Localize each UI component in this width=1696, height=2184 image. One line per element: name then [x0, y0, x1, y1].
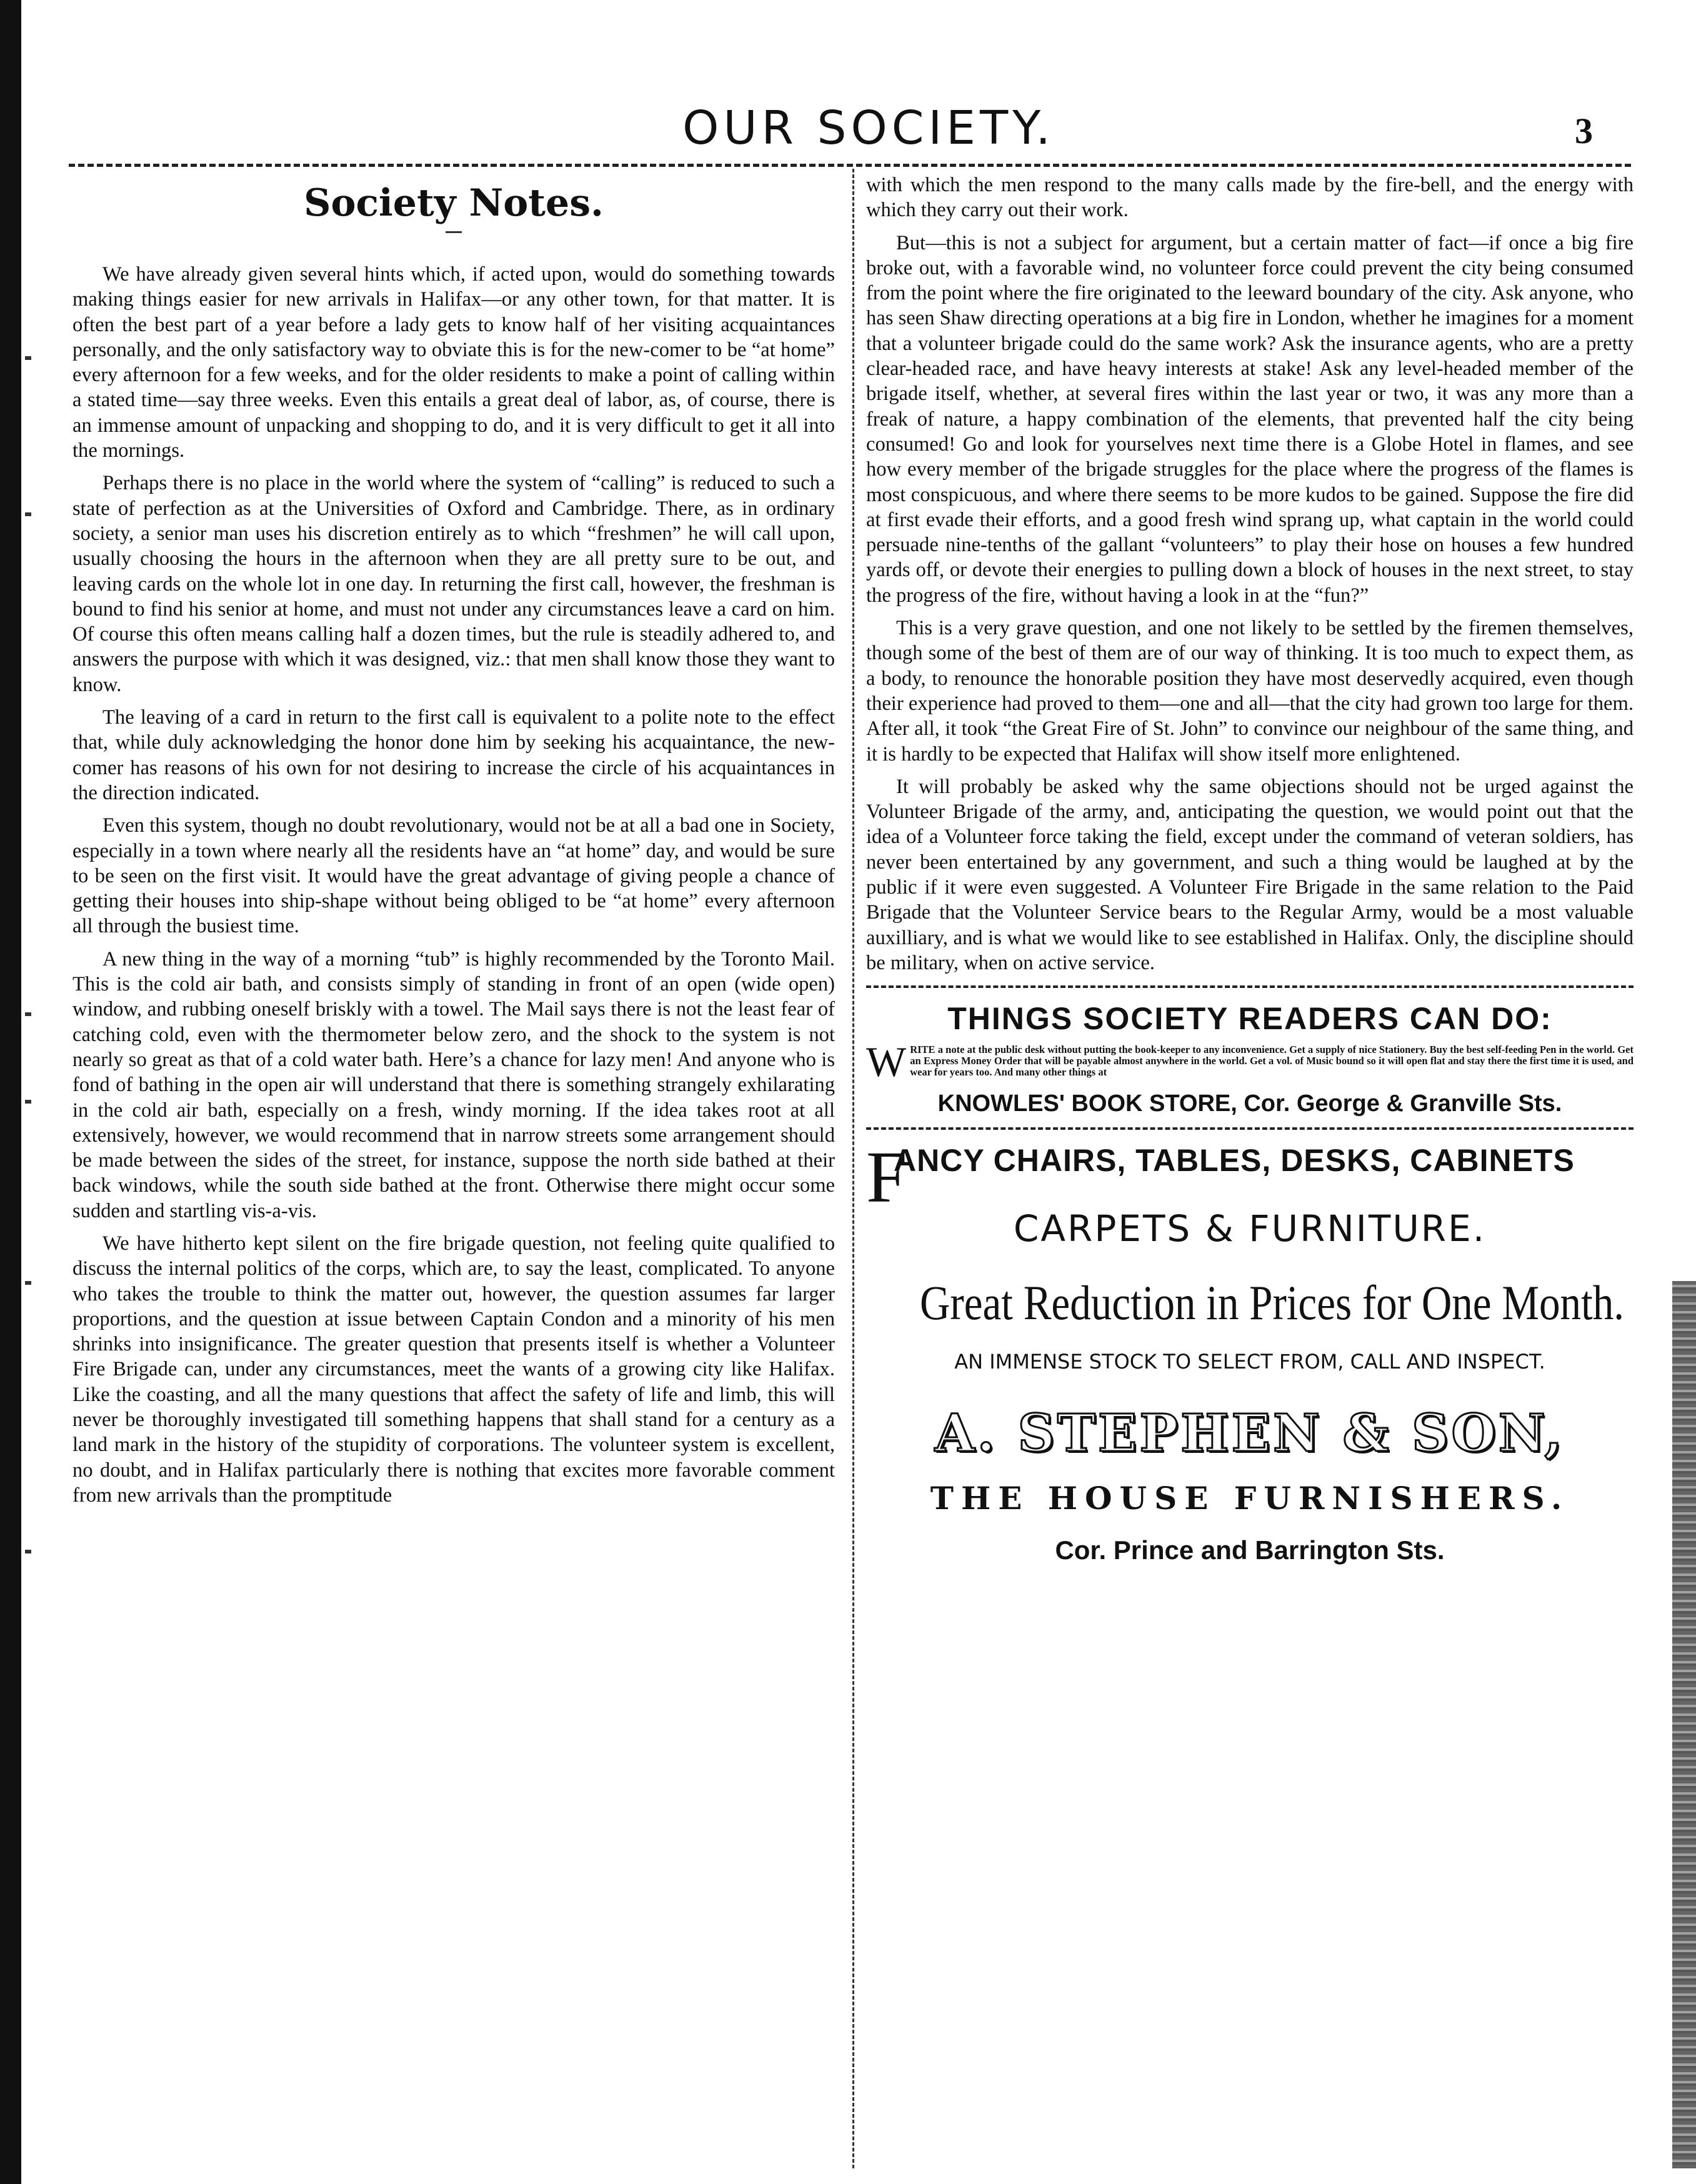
furniture-ad-offer: Great Reduction in Prices for One Month. [919, 1275, 1625, 1330]
column-rule [852, 169, 854, 2168]
article-paragraph: Perhaps there is no place in the world where the system of “calling” is reduced to such a state of perfection as at the Universities of Oxford and Cambridge. There, as in ordinary society, a senior man uses his discretion entirely as to which “freshmen” he will call upon, usually choosing the hours in the afternoon when they are all pretty sure to be out, and leaving cards on the whole lot in one day. In returning the first call, however, the freshman is bound to find his senior at home, and must not under any circumstances leave a card on him. Of course this often means calling half a dozen times, but the rule is steadily adhered to, and answers the purpose with which it was designed, viz.: that men shall know those they want to know. [72, 472, 835, 696]
furniture-ad-headline-text: ANCY CHAIRS, TABLES, DESKS, CABINETS [894, 1143, 1575, 1179]
article-paragraph: This is a very grave question, and one not likely to be settled by the firemen themselves, though some of the best of them are of our way of thinking. It is too much to expect them, as a body, to renounce the honorable position they have most deservedly acquired, even though their experience had proved to them—one and all—that the city had grown too large for them. After all, it took “the Great Fire of St. John” to convince our neighbour of the same thing, and it is hardly to be expected that Halifax will show itself more enlightened. [866, 617, 1634, 765]
bookstore-name: KNOWLES' BOOK STORE, Cor. George & Granville Sts. [937, 1090, 1562, 1117]
article-paragraph: A new thing in the way of a morning “tub” is highly recommended by the Toronto Mail. This is the cold air bath, and consists simply of standing in front of an open (wide open) window, and rubbing oneself briskly with a towel. The Mail says there is not the least fear of catching cold, even with the thermometer below zero, and the shock to the system is not nearly so great as that of a cold water bath. Here’s a chance for lazy men! And anyone who is fond of bathing in the open air will understand that there is something strangely exhilarating in the cold air bath, especially on a fresh, windy morning. If the idea takes root at all extensively, however, we would recommend that in narrow streets some arrangement should be made between the sides of the street, for instance, suppose the north side bathed at their back windows, while the south side bathed at the front. Otherwise there might occur some sudden and startling vis-a-vis. [72, 947, 835, 1222]
article-paragraph: The leaving of a card in return to the first call is equivalent to a polite note to the effect that, while duly acknowledging the honor done him by seeking his acquaintance, the new-comer has reasons of his own for not desiring to increase the circle of his acquaintances in the direction indicated. [72, 706, 835, 804]
furniture-ad-stock: AN IMMENSE STOCK TO SELECT FROM, CALL AND INSPECT. [954, 1350, 1545, 1374]
title-rule [446, 231, 462, 233]
ad-rule [866, 1127, 1634, 1130]
furniture-ad [866, 1136, 1634, 1565]
page-number: 3 [1575, 111, 1593, 151]
furniture-ad-address: Cor. Prince and Barrington Sts. [1055, 1535, 1445, 1565]
ad-rule [866, 985, 1634, 988]
furniture-ad-tagline: THE HOUSE FURNISHERS. [930, 1480, 1570, 1517]
article-title [72, 181, 835, 233]
article-paragraph: with which the men respond to the many calls made by the fire-bell, and the energy with which they carry out their work. [866, 174, 1634, 222]
scan-right-edge [1672, 1281, 1696, 2168]
right-column [866, 172, 1634, 1565]
article-paragraph: But—this is not a subject for argument, but a certain matter of fact—if once a big fire broke out, with a favorable wind, no volunteer force could prevent the city being consumed from the point where the fire originated to the leeward boundary of the city. Ask anyone, who has seen Shaw directing operations at a big fire in London, whether he imagines for a moment that a volunteer brigade could do the same work? Ask the insurance agents, who are a pretty clear-headed race, and have heavy interests at stake! Ask any level-headed member of the brigade itself, whether, at several fires within the last year or two, it was any more than a freak of nature, a happy combination of the elements, that prevented half the city being consumed! Go and look for yourselves next time there is a Globe Hotel in flames, and see how every member of the brigade struggles for the place where the progress of the flames is most conspicuous, and where there seems to be more kudos to be gained. Suppose the fire did at first evade their efforts, and a good fresh wind sprang up, what captain in the world could persuade nine-tenths of the gallant “volunteers” to play their hose on houses a few hundred yards off, or devote their energies to pulling down a block of houses in the next street, to stay the progress of the fire, without having a look in at the “fun?” [866, 231, 1634, 607]
article-title-text: Society Notes. [304, 181, 604, 225]
furniture-ad-subhead: CARPETS & FURNITURE. [1013, 1207, 1487, 1250]
furniture-ad-big-letter: F [866, 1136, 908, 1219]
bookstore-dropcap: W [866, 1038, 907, 1086]
bookstore-ad-body [866, 1038, 1634, 1086]
scan-edge [0, 0, 21, 2184]
bookstore-ad-text: RITE a note at the public desk without putting the book-keeper to any inconvenience. Get a supply of nice Stationery. Buy the best self-feeding Pen in the world. Get an Express Money Order that will be payable almost anywhere in the world. Get a vol. of Music bound so it will open flat and stay there the first time it is used, and wear for years too. And many other things at [910, 1044, 1634, 1079]
masthead: OUR SOCIETY. [682, 101, 1055, 155]
left-column [72, 172, 835, 1508]
header-rule [69, 164, 1631, 167]
article-paragraph: Even this system, though no doubt revolutionary, would not be at all a bad one in Society, especially in a town where nearly all the residents have an “at home” day, and would be sure to be seen on the first visit. It would have the great advantage of giving people a chance of getting their houses into ship-shape without being obliged to be “at home” every afternoon all through the busiest time. [72, 814, 835, 938]
bookstore-ad-title: THINGS SOCIETY READERS CAN DO: [947, 1001, 1552, 1037]
furniture-ad-headline [866, 1136, 1634, 1219]
bookstore-ad [866, 1000, 1634, 1117]
furniture-ad-firm: A. STEPHEN & SON, [934, 1404, 1565, 1464]
article-paragraph: It will probably be asked why the same objections should not be urged against the Volunteer Brigade of the army, and, anticipating the question, we would point out that the idea of a Volunteer force taking the field, except under the command of veteran soldiers, has never been entertained by any government, and such a thing would be laughed at by the public if it were even suggested. A Volunteer Fire Brigade in the same relation to the Paid Brigade that the Volunteer Service bears to the Regular Army, would be a most valuable auxilliary, and is what we would like to see established in Halifax. Only, the discipline should be military, when on active service. [866, 775, 1634, 974]
article-paragraph: We have already given several hints which, if acted upon, would do something towards making things easier for new arrivals in Halifax—or any other town, for that matter. It is often the best part of a year before a lady gets to know half of her visiting acquaintances personally, and the only satisfactory way to obviate this is for the new-comer to be “at home” every afternoon for a few weeks, and for the older residents to make a point of calling within a stated time—say three weeks. Even this entails a great deal of labor, as, of course, there is an immense amount of unpacking and shopping to do, and it is very difficult to get it all into the mornings. [72, 263, 835, 462]
article-paragraph: We have hitherto kept silent on the fire brigade question, not feeling quite qualified to discuss the internal politics of the corps, which are, to say the least, complicated. To anyone who takes the trouble to think the matter out, however, the question assumes far larger proportions, and the question at issue between Captain Condon and a minority of his men shrinks into insignificance. The greater question that presents itself is whether a Volunteer Fire Brigade can, under any circumstances, meet the wants of a growing city like Halifax. Like the coasting, and all the many questions that affect the safety of life and limb, this will never be thoroughly investigated till something happens that shall stand for a century as a land mark in the history of the stupidity of corporations. The volunteer system is excellent, no doubt, and in Halifax particularly there is nothing that excites more favorable comment from new arrivals than the promptitude [72, 1232, 835, 1507]
scan-marks [25, 0, 56, 2184]
